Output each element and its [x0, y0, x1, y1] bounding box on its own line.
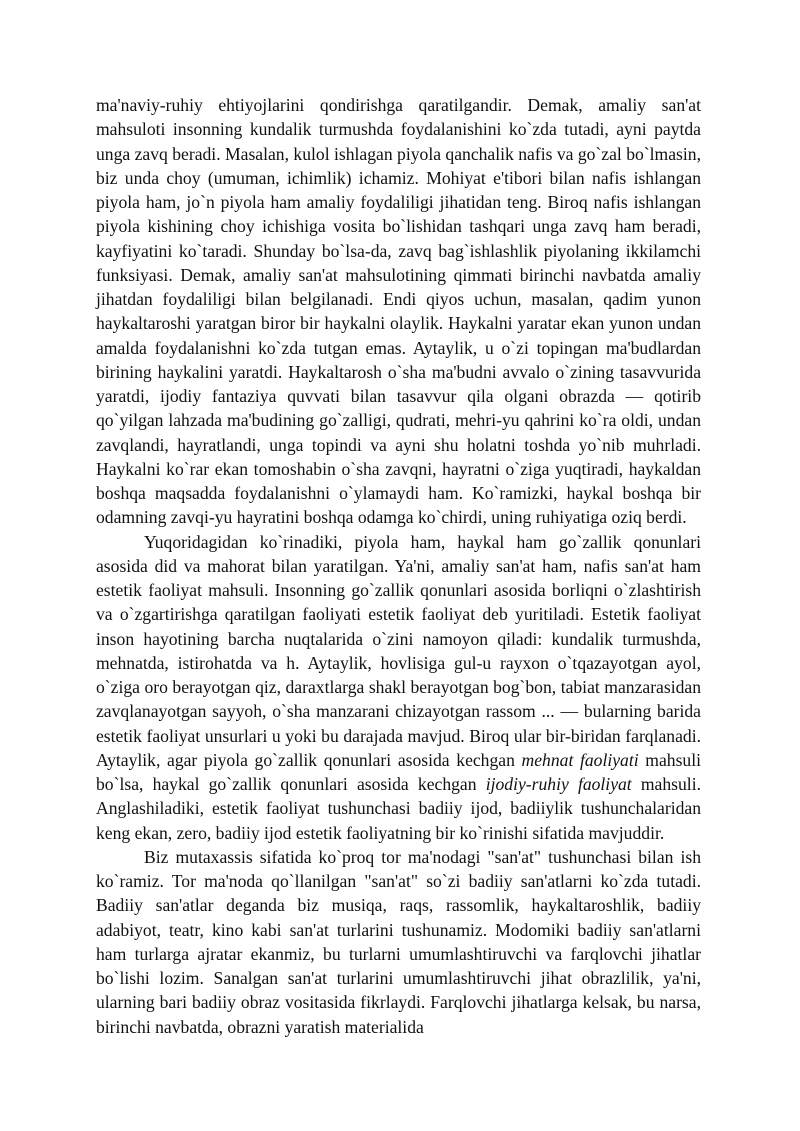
paragraph — [96, 845, 701, 1039]
italic-run: mehnat faoliyati — [521, 749, 639, 770]
paragraph — [96, 93, 701, 530]
text-run: Yuqoridagidan ko`rinadiki, piyola ham, haykal ham go`zallik qonunlari asosida did va mahorat bilan yaratilgan. Ya'ni, amaliy san'at ham, nafis san'at ham estetik faoliyat mahsuli. Insonning go`zallik qonunlari asosida borliqni o`zlashtirish va o`zgartirishga qaratilgan faoliyati estetik faoliyat deb yuritiladi. Estetik faoliyat inson hayotining barcha nuqtalarida o`zini namoyon qiladi: kundalik turmushda, mehnatda, istirohatda va h. Aytaylik, hovlisiga gul-u rayxon o`tqazayotgan ayol, o`ziga oro berayotgan qiz, daraxtlarga shakl berayotgan bog`bon, tabiat manzarasidan zavqlanayotgan sayyoh, o`sha manzarani chizayotgan rassom ... — bularning barida estetik faoliyat unsurlari u yoki bu darajada mavjud. Biroq ular bir-biridan farqlanadi. Aytaylik, agar piyola go`zallik qonunlari asosida kechgan — [96, 531, 701, 770]
text-run: mahsuli. Anglashiladiki, estetik faoliyat tushunchasi badiiy ijod, badiiylik tushunchalaridan keng ekan, zero, badiiy ijod estetik faoliyatning bir ko`rinishi sifatida mavjuddir. — [96, 774, 701, 843]
text-run: mahsuli bo`lsa, haykal go`zallik qonunlari asosida kechgan — [96, 749, 702, 794]
text-run: ma'naviy-ruhiy ehtiyojlarini qondirishga qaratilgandir. Demak, amaliy san'at mahsuloti insonning kundalik turmushda foydalanishini ko`zda tutadi, ayni paytda unga zavq beradi. Masalan, kulol ishlagan piyola qanchalik nafis va go`zal bo`lmasin, biz unda choy (umuman, ichimlik) ichamiz. Mohiyat e'tibori bilan nafis ishlangan piyola ham, jo`n piyola ham amaliy foydaliligi jihatidan teng. Biroq nafis ishlangan piyola kishining choy ichishiga vosita bo`lishidan tashqari unga zavq ham beradi, kayfiyatini ko`taradi. Shunday bo`lsa-da, zavq bag`ishlashlik piyolaning ikkilamchi funksiyasi. Demak, amaliy san'at mahsulotining qimmati birinchi navbatda amaliy jihatdan foydaliligi bilan belgilanadi. Endi qiyos uchun, masalan, qadim yunon haykaltaroshi yaratgan biror bir haykalni olaylik. Haykalni yaratar ekan yunon undan amalda foydalanishni ko`zda tutgan emas. Aytaylik, u o`zi topingan ma'budlardan birining haykalini yaratdi. Haykaltarosh o`sha ma'budni avvalo o`zining tasavvurida yaratdi, ijodiy fantaziya quvvati bilan tasavvur qila olgani obrazda — qotirib qo`yilgan lahzada ma'budining go`zalligi, qudrati, mehri-yu qahrini ko`ra oldi, undan zavqlandi, hayratlandi, unga topindi va ayni shu holatni toshda yo`nib muhrladi. Haykalni ko`rar ekan tomoshabin o`sha zavqni, hayratni o`ziga yuqtiradi, haykaldan boshqa maqsadda foydalanishni o`ylamaydi ham. Ko`ramizki, haykal boshqa bir odamning zavqi-yu hayratini boshqa odamga ko`chirdi, uning ruhiyatiga oziq berdi. — [96, 95, 701, 528]
document-page — [96, 93, 701, 1039]
text-run: Biz mutaxassis sifatida ko`proq tor ma'nodagi "san'at" tushunchasi bilan ish ko`ramiz. Tor ma'noda qo`llanilgan "san'at" so`zi badiiy san'atlarni ko`zda tutadi. Badiiy san'atlar deganda biz musiqa, raqs, rassomlik, haykaltaroshlik, badiiy adabiyot, teatr, kino kabi san'at turlarini tushunamiz. Modomiki badiiy san'atlarni ham turlarga ajratar ekanmiz, bu turlarni umumlashtiruvchi va farqlovchi jihatlar bo`lishi lozim. Sanalgan san'at turlarini umumlashtiruvchi jihat obrazlilik, ya'ni, ularning bari badiiy obraz vositasida fikrlaydi. Farqlovchi jihatlarga kelsak, bu narsa, birinchi navbatda, obrazni yaratish materialida — [96, 846, 701, 1037]
italic-run: ijodiy-ruhiy faoliyat — [485, 774, 632, 794]
paragraph — [96, 530, 701, 845]
